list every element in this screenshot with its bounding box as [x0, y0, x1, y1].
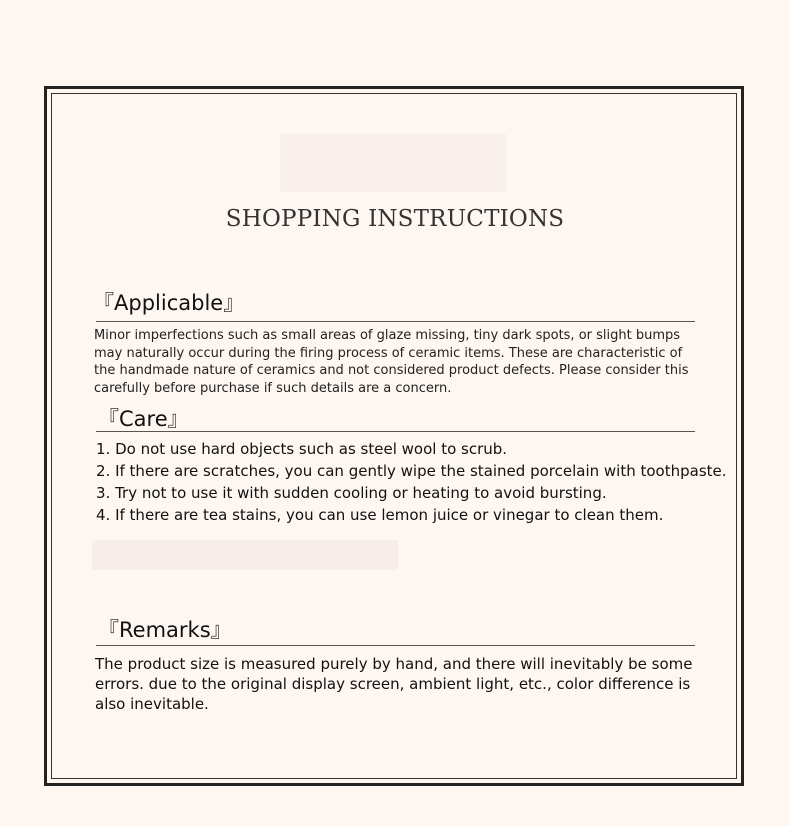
faded-header-block: [280, 134, 506, 192]
section-divider: [96, 431, 695, 432]
list-item: 1. Do not use hard objects such as steel wool to scrub.: [96, 440, 508, 458]
section-divider: [96, 321, 695, 322]
applicable-text: Minor imperfections such as small areas of glaze missing, tiny dark spots, or slight bumps may naturally occur during the firing process of ceramic items. These are characteristic of the handmade nature of ceramics and not considered product defects. Please consider this carefully before purchase if such details are a concern.: [94, 328, 689, 396]
remarks-text: The product size is measured purely by hand, and there will inevitably be some errors. due to the original display screen, ambient light, etc., color difference is also inevitable.: [95, 655, 693, 713]
list-item: 2. If there are scratches, you can gently wipe the stained porcelain with toothpaste.: [96, 462, 727, 480]
section-heading-remarks: 『Remarks』: [98, 618, 232, 642]
section-heading-applicable: 『Applicable』: [93, 291, 245, 315]
list-item: 3. Try not to use it with sudden cooling or heating to avoid bursting.: [96, 484, 607, 502]
page-title: SHOPPING INSTRUCTIONS: [225, 206, 565, 232]
care-list: [96, 438, 727, 526]
section-divider: [96, 645, 695, 646]
faded-placeholder-bar: [92, 540, 398, 570]
list-item: 4. If there are tea stains, you can use lemon juice or vinegar to clean them.: [96, 506, 664, 524]
section-heading-care: 『Care』: [98, 407, 189, 431]
